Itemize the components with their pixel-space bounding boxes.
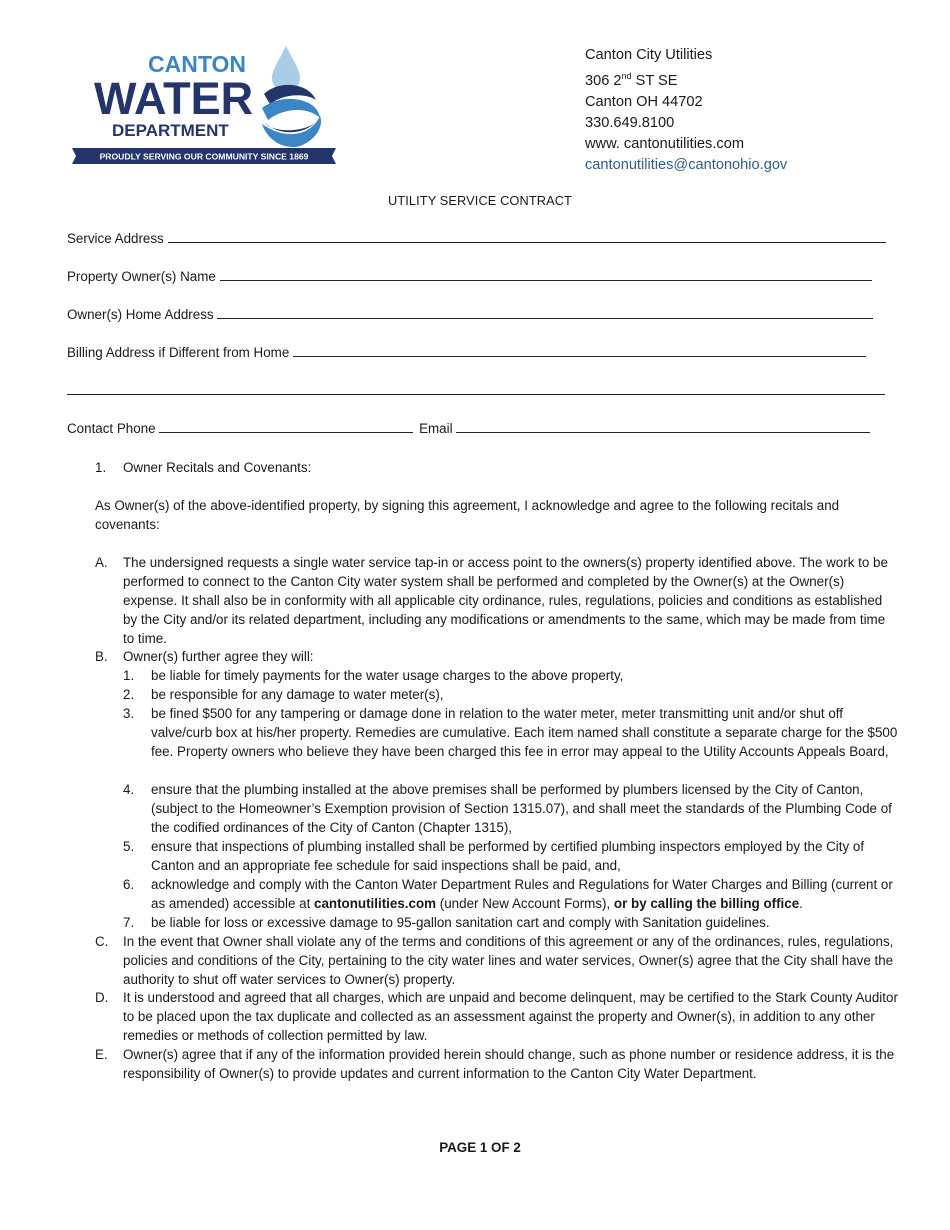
item-b-4-num: 4. <box>123 782 135 797</box>
item-b-6-num: 6. <box>123 877 135 892</box>
contact-row <box>67 421 870 436</box>
item-d-text: It is understood and agreed that all charges, which are unpaid and become delinquent, may be certified to the Stark County Auditor to be placed upon the tax duplicate and collected as an assessment against the property and Owner(s), in addition to any other remedies or methods of collection permitted by law. <box>123 990 898 1043</box>
item-b-2-text: be responsible for any damage to water meter(s), <box>151 687 444 702</box>
section-1-intro: As Owner(s) of the above-identified property, by signing this agreement, I acknowledge and agree to the following recitals and covenants: <box>95 498 840 532</box>
item-d-label: D. <box>95 990 109 1005</box>
water-drop-light <box>272 46 300 90</box>
billing-address-row <box>67 345 866 360</box>
logo-canton-text: CANTON <box>148 51 246 77</box>
contact-block <box>585 45 787 176</box>
item-b-2-num: 2. <box>123 687 135 702</box>
item-b-7-text: be liable for loss or excessive damage to 95-gallon sanitation cart and comply with Sanitation guidelines. <box>151 915 770 930</box>
owner-name-field[interactable] <box>220 269 872 281</box>
item-c-label: C. <box>95 934 109 949</box>
item-b-6-mid: (under New Account Forms), <box>436 895 614 911</box>
contact-phone-field[interactable] <box>159 421 413 433</box>
item-c-text: In the event that Owner shall violate any of the terms and conditions of this agreement or any of the ordinances, rules, regulations, policies and conditions of the City, pertaining to the city water lines and water services, Owner(s) agree that the City shall have the authority to shut off water services to Owner(s) property. <box>123 934 894 987</box>
billing-address-row-2 <box>67 383 885 398</box>
item-e-text: Owner(s) agree that if any of the information provided herein should change, such as phone number or residence address, it is the responsibility of Owner(s) to provide updates and current information to the Canton City Water Department. <box>123 1047 895 1081</box>
billing-address-field-2[interactable] <box>67 383 885 395</box>
billing-address-field[interactable] <box>293 345 866 357</box>
street-name: ST SE <box>631 72 678 89</box>
item-a-label: A. <box>95 555 108 570</box>
item-b-text: Owner(s) further agree they will: <box>123 649 314 664</box>
item-b-3-num: 3. <box>123 706 135 721</box>
billing-office-note: or by calling the billing office <box>613 895 800 911</box>
city-line: Canton OH 44702 <box>585 93 703 110</box>
phone-number: 330.649.8100 <box>585 114 675 131</box>
item-b-7-num: 7. <box>123 915 135 930</box>
home-address-field[interactable] <box>217 307 873 319</box>
service-address-label: Service Address <box>67 231 164 246</box>
billing-address-label: Billing Address if Different from Home <box>67 345 290 360</box>
service-address-field[interactable] <box>168 231 886 243</box>
email-field[interactable] <box>456 421 870 433</box>
section-1-heading: Owner Recitals and Covenants: <box>123 460 312 475</box>
service-address-row <box>67 231 886 246</box>
home-address-label: Owner(s) Home Address <box>67 307 214 322</box>
item-b-5-text: ensure that inspections of plumbing installed shall be performed by certified plumbing inspectors employed by the City of Canton and an appropriate fee schedule for said inspections shall be paid, and, <box>151 839 865 873</box>
utilities-link[interactable]: cantonutilities.com <box>314 895 437 911</box>
street-number: 306 2 <box>585 72 622 89</box>
contact-phone-label: Contact Phone <box>67 421 156 436</box>
page-number: PAGE 1 OF 2 <box>439 1140 521 1155</box>
logo-water-text: WATER <box>94 73 254 124</box>
section-1-number: 1. <box>95 460 107 475</box>
item-a-text: The undersigned requests a single water service tap-in or access point to the owners(s) property identified above. The work to be performed to connect to the Canton City water system shall be performed and completed by the Owner(s) at the Owner(s) expense. It shall also be in conformity with all applicable city ordinance, rules, regulations, policies and conditions as established by the City and/or its related department, including any modifications or amendments to the same, which may be made from time to time. <box>123 555 888 646</box>
item-e-label: E. <box>95 1047 108 1062</box>
street-suffix: nd <box>621 71 632 81</box>
item-b-3-text: be fined $500 for any tampering or damage done in relation to the water meter, meter transmitting unit and/or shut off valve/curb box at his/her property. Remedies are cumulative. Each item named shall constitute a separate charge for the $500 fee. Property owners who believe they have been charged this fee in error may appeal to the Utility Accounts Appeals Board, <box>151 706 898 759</box>
item-b-5-num: 5. <box>123 839 135 854</box>
item-b-6-end: . <box>799 895 803 911</box>
logo-department-text: DEPARTMENT <box>112 121 229 140</box>
org-name: Canton City Utilities <box>585 47 713 63</box>
item-b-1-text: be liable for timely payments for the water usage charges to the above property, <box>151 668 624 683</box>
item-b-6-pre: acknowledge and comply with the Canton Water Department Rules and Regulations for Water Charges and Billing (current or as amended) accessible at <box>151 877 893 911</box>
email-label: Email <box>419 421 453 436</box>
document-title: UTILITY SERVICE CONTRACT <box>388 193 572 208</box>
canton-water-logo <box>72 42 340 172</box>
website: www. cantonutilities.com <box>585 135 744 152</box>
logo-banner-text: PROUDLY SERVING OUR COMMUNITY SINCE 1869 <box>99 151 309 162</box>
item-b-1-num: 1. <box>123 668 135 683</box>
home-address-row <box>67 307 873 322</box>
owner-name-row <box>67 269 872 284</box>
street-address <box>585 66 787 92</box>
owner-name-label: Property Owner(s) Name <box>67 269 216 284</box>
item-b-label: B. <box>95 649 108 664</box>
item-b-4-text: ensure that the plumbing installed at the above premises shall be performed by plumbers licensed by the City of Canton, (subject to the Homeowner’s Exemption provision of Section 1315.07), and shall meet the standards of the Plumbing Code of the codified ordinances of the City of Canton (Chapter 1315), <box>151 782 892 835</box>
item-b-6-text <box>151 876 900 914</box>
email-link[interactable]: cantonutilities@cantonohio.gov <box>585 156 788 173</box>
